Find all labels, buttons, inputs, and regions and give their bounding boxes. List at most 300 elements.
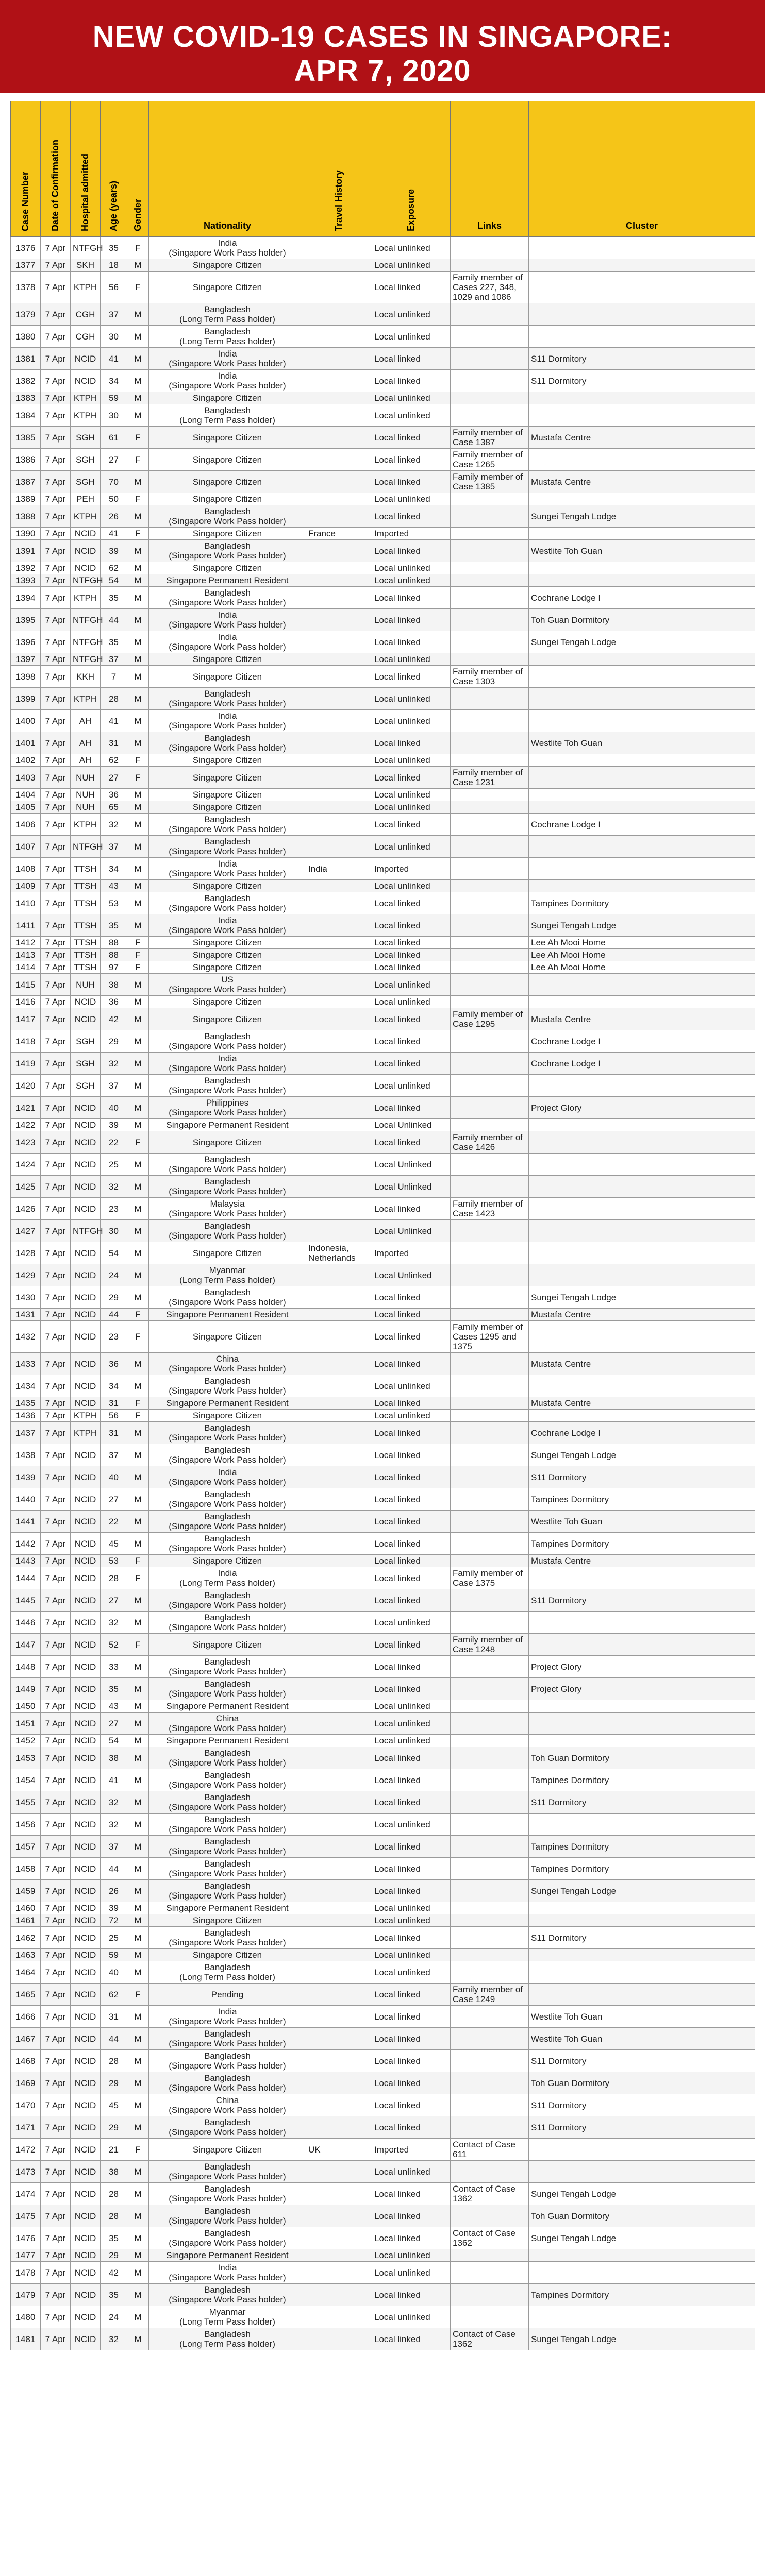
- table-cell: M: [127, 587, 149, 609]
- table-row: [11, 996, 755, 1008]
- table-cell: [451, 404, 529, 427]
- table-cell: Lee Ah Mooi Home: [529, 961, 755, 974]
- table-cell: 7 Apr: [41, 732, 71, 754]
- cases-table: [10, 101, 755, 2350]
- table-cell: [529, 449, 755, 471]
- table-cell: [451, 789, 529, 801]
- table-cell: [529, 1612, 755, 1634]
- table-cell: Singapore Permanent Resident: [149, 1700, 306, 1713]
- table-cell: Bangladesh (Singapore Work Pass holder): [149, 1511, 306, 1533]
- table-cell: 37: [101, 303, 127, 326]
- table-cell: M: [127, 1735, 149, 1747]
- table-cell: Local Unlinked: [372, 1264, 451, 1286]
- table-cell: 1383: [11, 392, 41, 404]
- table-cell: 1429: [11, 1264, 41, 1286]
- table-row: [11, 259, 755, 272]
- table-cell: 29: [101, 1030, 127, 1053]
- table-cell: Local unlinked: [372, 1410, 451, 1422]
- table-cell: 7: [101, 666, 127, 688]
- table-row: [11, 836, 755, 858]
- table-cell: Local linked: [372, 449, 451, 471]
- table-row: [11, 949, 755, 961]
- table-cell: Singapore Citizen: [149, 653, 306, 666]
- table-row: [11, 1422, 755, 1444]
- table-cell: 7 Apr: [41, 2262, 71, 2284]
- table-row: [11, 1961, 755, 1984]
- table-cell: Local unlinked: [372, 801, 451, 814]
- table-cell: TTSH: [71, 892, 101, 914]
- table-cell: Malaysia (Singapore Work Pass holder): [149, 1198, 306, 1220]
- table-cell: M: [127, 914, 149, 937]
- table-cell: NCID: [71, 1927, 101, 1949]
- table-cell: India (Singapore Work Pass holder): [149, 2262, 306, 2284]
- table-cell: S11 Dormitory: [529, 370, 755, 392]
- table-cell: [451, 1488, 529, 1511]
- table-cell: 1479: [11, 2284, 41, 2306]
- table-cell: 1380: [11, 326, 41, 348]
- table-cell: SGH: [71, 427, 101, 449]
- table-cell: Local unlinked: [372, 1075, 451, 1097]
- table-row: [11, 1353, 755, 1375]
- table-cell: TTSH: [71, 949, 101, 961]
- table-cell: 30: [101, 326, 127, 348]
- table-cell: [451, 1791, 529, 1814]
- table-row: [11, 1769, 755, 1791]
- table-cell: 7 Apr: [41, 1791, 71, 1814]
- table-cell: M: [127, 1030, 149, 1053]
- table-cell: NUH: [71, 974, 101, 996]
- table-cell: Singapore Permanent Resident: [149, 1902, 306, 1914]
- table-cell: NCID: [71, 1836, 101, 1858]
- table-cell: Local unlinked: [372, 1902, 451, 1914]
- table-cell: 7 Apr: [41, 880, 71, 892]
- table-cell: Local linked: [372, 2116, 451, 2139]
- table-cell: SGH: [71, 449, 101, 471]
- table-cell: 7 Apr: [41, 326, 71, 348]
- table-cell: [306, 1927, 372, 1949]
- table-cell: 44: [101, 1309, 127, 1321]
- table-cell: Mustafa Centre: [529, 471, 755, 493]
- table-cell: Local linked: [372, 1286, 451, 1309]
- table-cell: KKH: [71, 666, 101, 688]
- table-cell: [306, 1713, 372, 1735]
- table-cell: 7 Apr: [41, 2227, 71, 2249]
- table-cell: NTFGH: [71, 1220, 101, 1242]
- table-cell: M: [127, 710, 149, 732]
- table-cell: 7 Apr: [41, 2094, 71, 2116]
- table-cell: Bangladesh (Singapore Work Pass holder): [149, 1747, 306, 1769]
- table-cell: Cochrane Lodge I: [529, 587, 755, 609]
- table-cell: 29: [101, 2249, 127, 2262]
- column-header-label: Date of Confirmation: [50, 140, 60, 231]
- table-row: [11, 1814, 755, 1836]
- table-cell: Mustafa Centre: [529, 1353, 755, 1375]
- table-cell: Local linked: [372, 1984, 451, 2006]
- table-cell: 22: [101, 1131, 127, 1154]
- table-cell: 1381: [11, 348, 41, 370]
- table-cell: 7 Apr: [41, 1444, 71, 1466]
- table-cell: SGH: [71, 1075, 101, 1097]
- table-cell: Bangladesh (Singapore Work Pass holder): [149, 1220, 306, 1242]
- table-cell: Singapore Citizen: [149, 789, 306, 801]
- table-cell: [451, 1220, 529, 1242]
- table-cell: Bangladesh (Singapore Work Pass holder): [149, 2161, 306, 2183]
- table-cell: Singapore Citizen: [149, 449, 306, 471]
- table-cell: 7 Apr: [41, 836, 71, 858]
- table-row: [11, 974, 755, 996]
- table-cell: 7 Apr: [41, 493, 71, 505]
- table-cell: NCID: [71, 1286, 101, 1309]
- table-cell: NCID: [71, 1961, 101, 1984]
- table-cell: [529, 666, 755, 688]
- table-cell: 7 Apr: [41, 789, 71, 801]
- table-cell: Family member of Case 1426: [451, 1131, 529, 1154]
- table-cell: [451, 949, 529, 961]
- table-cell: 7 Apr: [41, 1053, 71, 1075]
- table-cell: 62: [101, 562, 127, 574]
- table-cell: 1471: [11, 2116, 41, 2139]
- table-cell: Bangladesh (Singapore Work Pass holder): [149, 1030, 306, 1053]
- table-cell: Local linked: [372, 1097, 451, 1119]
- table-cell: 32: [101, 1791, 127, 1814]
- table-cell: [306, 653, 372, 666]
- table-cell: [306, 237, 372, 259]
- table-row: [11, 892, 755, 914]
- table-cell: 7 Apr: [41, 259, 71, 272]
- table-cell: F: [127, 272, 149, 303]
- table-cell: 35: [101, 2227, 127, 2249]
- table-cell: M: [127, 1488, 149, 1511]
- table-cell: Singapore Citizen: [149, 1914, 306, 1927]
- table-cell: 23: [101, 1321, 127, 1353]
- table-cell: [451, 1961, 529, 1984]
- table-cell: 7 Apr: [41, 754, 71, 767]
- table-cell: Local linked: [372, 1791, 451, 1814]
- table-cell: [529, 1961, 755, 1984]
- table-row: [11, 2328, 755, 2350]
- table-cell: Imported: [372, 528, 451, 540]
- table-cell: 7 Apr: [41, 974, 71, 996]
- table-cell: 1442: [11, 1533, 41, 1555]
- table-cell: Local unlinked: [372, 1375, 451, 1397]
- table-cell: 7 Apr: [41, 1075, 71, 1097]
- table-cell: 29: [101, 2072, 127, 2094]
- table-cell: Singapore Citizen: [149, 471, 306, 493]
- table-cell: 7 Apr: [41, 1858, 71, 1880]
- table-cell: [529, 996, 755, 1008]
- table-cell: 39: [101, 1119, 127, 1131]
- table-cell: Bangladesh (Singapore Work Pass holder): [149, 732, 306, 754]
- table-cell: 1430: [11, 1286, 41, 1309]
- table-cell: NCID: [71, 2262, 101, 2284]
- table-cell: KTPH: [71, 392, 101, 404]
- table-cell: 7 Apr: [41, 1286, 71, 1309]
- table-cell: Local linked: [372, 814, 451, 836]
- table-cell: M: [127, 259, 149, 272]
- table-cell: M: [127, 2262, 149, 2284]
- table-cell: NCID: [71, 1444, 101, 1466]
- table-cell: Local linked: [372, 505, 451, 528]
- table-cell: S11 Dormitory: [529, 2094, 755, 2116]
- table-row: [11, 609, 755, 631]
- table-cell: 1460: [11, 1902, 41, 1914]
- table-cell: [451, 237, 529, 259]
- column-header: [101, 101, 127, 237]
- table-cell: [306, 1747, 372, 1769]
- table-cell: [306, 2205, 372, 2227]
- table-cell: 37: [101, 1075, 127, 1097]
- table-cell: Singapore Citizen: [149, 1410, 306, 1422]
- table-cell: [529, 574, 755, 587]
- table-cell: [529, 2262, 755, 2284]
- table-cell: [306, 974, 372, 996]
- table-cell: NCID: [71, 1984, 101, 2006]
- table-cell: Bangladesh (Singapore Work Pass holder): [149, 2205, 306, 2227]
- table-cell: 30: [101, 404, 127, 427]
- table-row: [11, 666, 755, 688]
- table-cell: [306, 1220, 372, 1242]
- table-cell: Singapore Citizen: [149, 1242, 306, 1264]
- table-cell: TTSH: [71, 914, 101, 937]
- table-cell: 7 Apr: [41, 2072, 71, 2094]
- table-cell: 7 Apr: [41, 1961, 71, 1984]
- table-cell: [306, 892, 372, 914]
- table-cell: 1414: [11, 961, 41, 974]
- table-cell: NCID: [71, 2249, 101, 2262]
- table-cell: NCID: [71, 1533, 101, 1555]
- table-cell: TTSH: [71, 858, 101, 880]
- table-row: [11, 587, 755, 609]
- table-cell: 32: [101, 814, 127, 836]
- table-cell: Bangladesh (Singapore Work Pass holder): [149, 688, 306, 710]
- table-cell: 7 Apr: [41, 1700, 71, 1713]
- table-cell: NCID: [71, 1488, 101, 1511]
- table-cell: M: [127, 2050, 149, 2072]
- table-cell: [451, 1858, 529, 1880]
- column-header-label: Travel History: [334, 170, 344, 231]
- table-cell: 7 Apr: [41, 1902, 71, 1914]
- table-cell: 32: [101, 1814, 127, 1836]
- table-row: [11, 631, 755, 653]
- table-cell: M: [127, 1375, 149, 1397]
- table-row: [11, 1678, 755, 1700]
- table-row: [11, 1836, 755, 1858]
- table-cell: Imported: [372, 2139, 451, 2161]
- table-cell: NCID: [71, 2328, 101, 2350]
- table-cell: [306, 2116, 372, 2139]
- table-cell: 7 Apr: [41, 574, 71, 587]
- table-cell: 36: [101, 1353, 127, 1375]
- table-cell: Local linked: [372, 1769, 451, 1791]
- table-row: [11, 1119, 755, 1131]
- table-cell: 1455: [11, 1791, 41, 1814]
- table-cell: 7 Apr: [41, 1131, 71, 1154]
- table-cell: Local linked: [372, 732, 451, 754]
- table-cell: 22: [101, 1511, 127, 1533]
- table-cell: [306, 609, 372, 631]
- table-cell: NCID: [71, 2050, 101, 2072]
- table-cell: 1459: [11, 1880, 41, 1902]
- table-row: [11, 237, 755, 259]
- table-cell: [306, 2094, 372, 2116]
- table-cell: Bangladesh (Singapore Work Pass holder): [149, 1880, 306, 1902]
- table-cell: Local linked: [372, 1678, 451, 1700]
- table-cell: 1392: [11, 562, 41, 574]
- table-cell: 25: [101, 1927, 127, 1949]
- table-cell: Singapore Citizen: [149, 272, 306, 303]
- table-cell: M: [127, 370, 149, 392]
- table-cell: M: [127, 801, 149, 814]
- table-cell: [451, 801, 529, 814]
- column-header: [127, 101, 149, 237]
- table-cell: 42: [101, 1008, 127, 1030]
- table-cell: Imported: [372, 858, 451, 880]
- table-cell: 1397: [11, 653, 41, 666]
- table-cell: [306, 587, 372, 609]
- table-cell: 1404: [11, 789, 41, 801]
- table-cell: Local linked: [372, 666, 451, 688]
- table-cell: KTPH: [71, 505, 101, 528]
- table-cell: SKH: [71, 259, 101, 272]
- table-cell: 7 Apr: [41, 949, 71, 961]
- table-cell: 53: [101, 892, 127, 914]
- table-cell: Singapore Permanent Resident: [149, 1119, 306, 1131]
- page-header: [0, 0, 765, 93]
- table-cell: 1386: [11, 449, 41, 471]
- table-cell: 40: [101, 1097, 127, 1119]
- table-cell: NCID: [71, 1914, 101, 1927]
- table-cell: NCID: [71, 2028, 101, 2050]
- table-cell: NTFGH: [71, 631, 101, 653]
- table-row: [11, 493, 755, 505]
- table-cell: NCID: [71, 1119, 101, 1131]
- table-cell: Bangladesh (Singapore Work Pass holder): [149, 587, 306, 609]
- table-cell: 7 Apr: [41, 666, 71, 688]
- table-cell: 1403: [11, 767, 41, 789]
- table-cell: NCID: [71, 528, 101, 540]
- table-row: [11, 2006, 755, 2028]
- table-cell: [451, 1176, 529, 1198]
- table-cell: Bangladesh (Singapore Work Pass holder): [149, 1769, 306, 1791]
- table-cell: Singapore Citizen: [149, 427, 306, 449]
- table-cell: Local linked: [372, 1309, 451, 1321]
- table-cell: Sungei Tengah Lodge: [529, 914, 755, 937]
- table-cell: TTSH: [71, 880, 101, 892]
- table-cell: [306, 471, 372, 493]
- table-cell: M: [127, 2284, 149, 2306]
- table-cell: [451, 631, 529, 653]
- table-cell: Sungei Tengah Lodge: [529, 2183, 755, 2205]
- table-row: [11, 2227, 755, 2249]
- table-cell: Local unlinked: [372, 1949, 451, 1961]
- table-row: [11, 540, 755, 562]
- table-cell: Local unlinked: [372, 653, 451, 666]
- table-cell: [529, 1154, 755, 1176]
- table-cell: 7 Apr: [41, 505, 71, 528]
- table-cell: [451, 1927, 529, 1949]
- table-cell: 26: [101, 505, 127, 528]
- table-cell: S11 Dormitory: [529, 1791, 755, 1814]
- table-row: [11, 370, 755, 392]
- table-cell: 72: [101, 1914, 127, 1927]
- table-cell: Toh Guan Dormitory: [529, 2072, 755, 2094]
- table-cell: 38: [101, 2161, 127, 2183]
- table-cell: 1418: [11, 1030, 41, 1053]
- table-cell: [306, 1511, 372, 1533]
- table-cell: Singapore Citizen: [149, 1634, 306, 1656]
- table-cell: 1384: [11, 404, 41, 427]
- table-row: [11, 1466, 755, 1488]
- table-cell: 1440: [11, 1488, 41, 1511]
- column-header: [11, 101, 41, 237]
- table-cell: S11 Dormitory: [529, 2116, 755, 2139]
- table-row: [11, 574, 755, 587]
- table-cell: [306, 767, 372, 789]
- table-cell: Local unlinked: [372, 1814, 451, 1836]
- table-cell: NCID: [71, 2205, 101, 2227]
- table-cell: F: [127, 754, 149, 767]
- table-cell: [451, 1533, 529, 1555]
- table-cell: Bangladesh (Singapore Work Pass holder): [149, 505, 306, 528]
- table-cell: 1462: [11, 1927, 41, 1949]
- table-cell: [529, 1119, 755, 1131]
- table-cell: [451, 754, 529, 767]
- table-cell: Local linked: [372, 1747, 451, 1769]
- table-cell: M: [127, 1902, 149, 1914]
- table-cell: [451, 1713, 529, 1735]
- table-cell: Local Unlinked: [372, 1220, 451, 1242]
- table-cell: [451, 1902, 529, 1914]
- table-cell: Bangladesh (Singapore Work Pass holder): [149, 1286, 306, 1309]
- table-cell: Cochrane Lodge I: [529, 1422, 755, 1444]
- table-cell: 30: [101, 1220, 127, 1242]
- table-cell: M: [127, 1612, 149, 1634]
- table-row: [11, 732, 755, 754]
- table-cell: F: [127, 1984, 149, 2006]
- table-cell: Pending: [149, 1984, 306, 2006]
- table-cell: Local linked: [372, 2006, 451, 2028]
- column-header-label: Hospital admitted: [80, 153, 90, 231]
- table-cell: KTPH: [71, 814, 101, 836]
- table-row: [11, 1030, 755, 1053]
- table-cell: 43: [101, 880, 127, 892]
- table-cell: Local unlinked: [372, 493, 451, 505]
- table-cell: [306, 914, 372, 937]
- table-cell: M: [127, 348, 149, 370]
- table-cell: [451, 326, 529, 348]
- table-cell: M: [127, 562, 149, 574]
- table-cell: 32: [101, 1053, 127, 1075]
- table-cell: 1454: [11, 1769, 41, 1791]
- table-cell: NCID: [71, 1735, 101, 1747]
- table-cell: KTPH: [71, 587, 101, 609]
- column-header: Links: [451, 101, 529, 237]
- table-cell: NCID: [71, 2094, 101, 2116]
- table-cell: [451, 303, 529, 326]
- table-cell: Local linked: [372, 1555, 451, 1567]
- table-row: [11, 937, 755, 949]
- table-cell: Local linked: [372, 2284, 451, 2306]
- table-cell: Singapore Citizen: [149, 1949, 306, 1961]
- table-cell: 1428: [11, 1242, 41, 1264]
- table-cell: [306, 937, 372, 949]
- table-cell: Local linked: [372, 1511, 451, 1533]
- table-cell: Lee Ah Mooi Home: [529, 937, 755, 949]
- table-cell: Local linked: [372, 471, 451, 493]
- table-cell: Myanmar (Long Term Pass holder): [149, 1264, 306, 1286]
- table-cell: 7 Apr: [41, 2050, 71, 2072]
- table-cell: M: [127, 789, 149, 801]
